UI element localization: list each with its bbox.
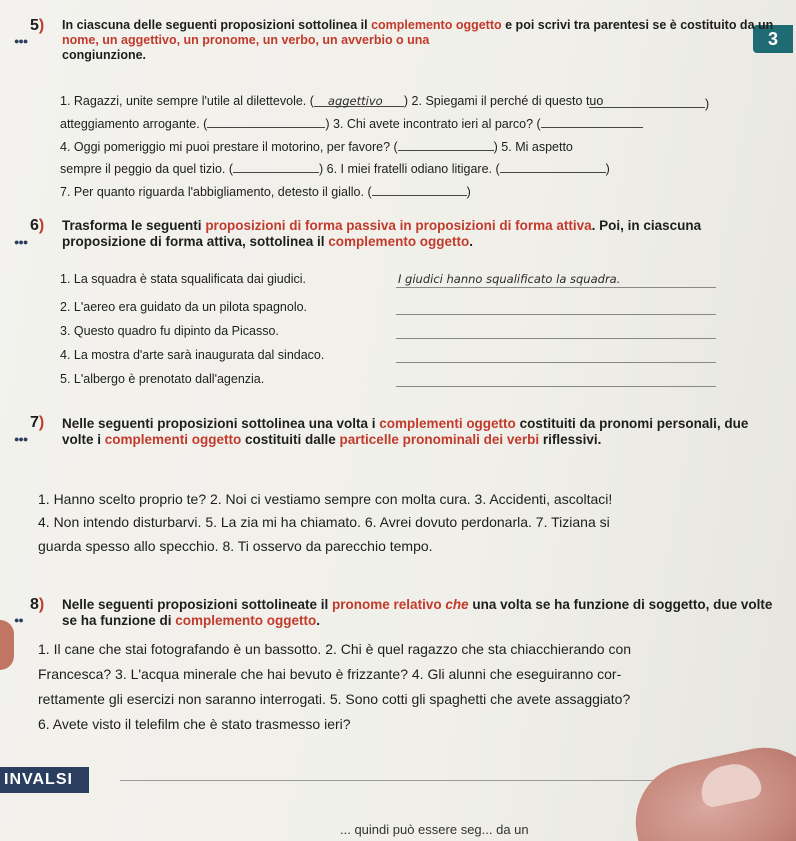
passive-sentence-4: 4. La mostra d'arte sarà inaugurata dal sindaco. [60,348,325,362]
text-line: 4. Non intendo disturbarvi. 5. La zia mi ha chiamato. 6. Avrei dovuto perdonarla. 7. Tiziana si [38,514,610,530]
exercise-number: 7) [30,414,45,431]
exercise-instruction: In ciascuna delle seguenti proposizioni sottolinea il complemento oggetto e poi scrivi tra parentesi se è costituito da un nome, un aggettivo, un pronome, un verbo, un avverbio o una congiunzione. [62,18,774,62]
exercise-instruction: Nelle seguenti proposizioni sottolineate il pronome relativo che una volta se ha funzione di soggetto, due volte se ha funzione di complemento oggetto. [62,597,773,628]
exercise-instruction: Nelle seguenti proposizioni sottolinea una volta i complementi oggetto costituiti da pronomi personali, due volte i complementi oggetto costituiti dalle particelle pronominali dei verbi riflessivi. [62,416,749,447]
exercise-number: 5) [30,17,45,34]
difficulty-dots: ●●● [14,36,28,46]
passive-sentence-3: 3. Questo quadro fu dipinto da Picasso. [60,324,279,338]
passive-sentence-5: 5. L'albergo è prenotato dall'agenzia. [60,372,265,386]
text-line: guarda spesso allo specchio. 8. Ti osservo da parecchio tempo. [38,538,433,554]
page-badge: 3 [753,25,793,53]
answer-blank[interactable] [398,138,494,151]
cut-off-text: ... quindi può essere seg... da un [340,822,529,837]
difficulty-dots: ●● [14,615,23,625]
answer-blank[interactable] [233,160,319,173]
text-line: 1. Hanno scelto proprio te? 2. Noi ci vestiamo sempre con molta cura. 3. Accidenti, ascoltaci! [38,491,613,507]
blank-2[interactable]: ) [589,95,709,111]
answer-line[interactable] [396,362,716,363]
answer-line [396,287,716,288]
exercise-number: 8) [30,596,45,613]
text-line: 6. Avete visto il telefilm che è stato trasmesso ieri? [38,716,351,732]
active-answer-1[interactable]: I giudici hanno squalificato la squadra. [398,272,621,286]
sentence-4: 4. Oggi pomeriggio mi puoi prestare il motorino, per favore? ( ) 5. Mi aspetto [60,140,573,154]
sentence-5: sempre il peggio da quel tizio. ( ) 6. I miei fratelli odiano litigare. ( ) [60,162,610,176]
text-line: Francesca? 3. L'acqua minerale che hai bevuto è frizzante? 4. Gli alunni che eseguiranno cor- [38,666,622,682]
difficulty-dots: ●●● [14,237,28,247]
page-edge-shadow [0,620,14,670]
exercise-instruction: Trasforma le seguenti proposizioni di forma passiva in proposizioni di forma attiva. Poi, in ciascuna proposizione di forma attiva, sottolinea il complemento oggetto. [62,218,702,249]
answer-blank[interactable]: aggettivo [314,94,404,107]
passive-sentence-2: 2. L'aereo era guidato da un pilota spagnolo. [60,300,308,314]
answer-line[interactable] [396,338,716,339]
sentence-2: atteggiamento arrogante. ( ) 3. Chi avete incontrato ieri al parco? ( [60,115,643,131]
passive-sentence-1: 1. La squadra è stata squalificata dai giudici. [60,272,306,286]
text-line: rettamente gli esercizi non saranno interrogati. 5. Sono cotti gli spaghetti che avete assaggiato? [38,691,631,707]
sentence-7: 7. Per quanto riguarda l'abbigliamento, detesto il giallo. ( ) [60,185,471,199]
exercise-number: 6) [30,217,45,234]
answer-blank[interactable] [207,115,325,128]
answer-blank[interactable] [500,160,606,173]
divider [120,780,720,781]
text-line: 1. Il cane che stai fotografando è un bassotto. 2. Chi è quel ragazzo che sta chiacchierando con [38,641,632,657]
sentence-1: 1. Ragazzi, unite sempre l'utile al dilettevole. ( aggettivo ) 2. Spiegami il perché di questo tuo [60,94,604,108]
answer-line[interactable] [396,386,716,387]
difficulty-dots: ●●● [14,434,28,444]
answer-blank[interactable] [541,115,643,128]
answer-line[interactable] [396,314,716,315]
invalsi-label: INVALSI [0,767,89,793]
answer-blank[interactable] [372,183,467,196]
